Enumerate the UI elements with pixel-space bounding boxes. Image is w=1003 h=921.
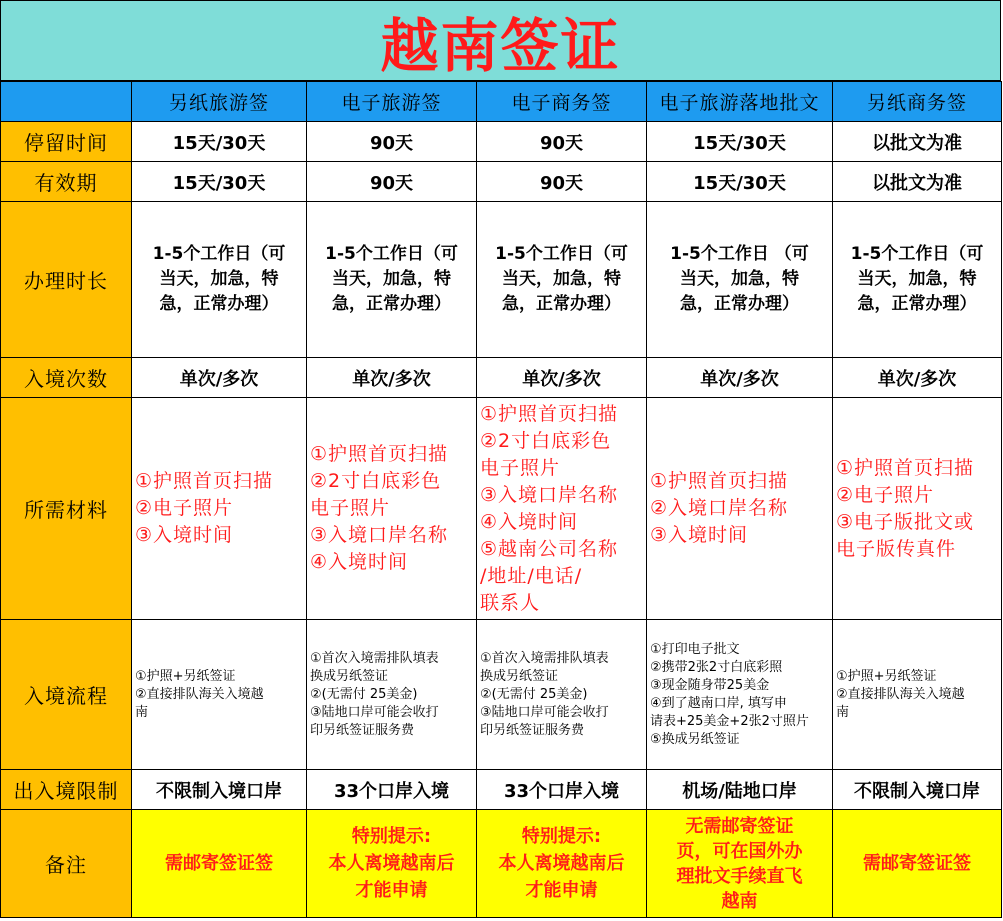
cell-line: 当天，加急，特 <box>159 269 279 289</box>
cell-line: ①打印电子批文 <box>650 641 740 657</box>
cell-line: ①护照首页扫描 <box>650 470 789 492</box>
cell-line: 页，可在国外办 <box>676 840 803 862</box>
cell-line: 急，正常办理） <box>332 294 451 314</box>
row-process <box>1 620 1002 770</box>
column-header: 另纸商务签 <box>833 82 1002 122</box>
cell-line: 无需邮寄签证 <box>685 815 794 837</box>
cell-value <box>132 398 307 620</box>
cell-line: 电子照片 <box>310 497 391 519</box>
cell-line: ③电子版批文或 <box>836 510 975 533</box>
cell-value <box>647 620 833 770</box>
cell-line: 印另纸签证服务费 <box>310 722 415 738</box>
cell-line: 急，正常办理） <box>502 294 621 314</box>
cell-line: ②直接排队海关入境越 <box>135 686 264 702</box>
cell-line: 当天，加急，特 <box>680 269 799 289</box>
cell-line: ②入境口岸名称 <box>650 497 789 519</box>
cell-line: 本人离境越南后 <box>328 853 455 874</box>
cell-line: ③现金随身带25美金 <box>650 677 770 693</box>
row-limit <box>1 770 1002 810</box>
cell-value <box>477 810 647 918</box>
cell-value <box>833 620 1002 770</box>
cell-line: 换成另纸签证 <box>480 668 559 684</box>
cell-value: 以批文为准 <box>833 162 1002 202</box>
cell-line: /地址/电话/ <box>480 564 583 587</box>
cell-line: 才能申请 <box>355 880 428 901</box>
cell-value <box>647 202 833 358</box>
cell-line: ②电子照片 <box>836 483 935 506</box>
header-row <box>1 82 1002 122</box>
row-label: 入境流程 <box>1 620 132 770</box>
cell-line: 印另纸签证服务费 <box>480 722 585 738</box>
cell-line: 联系人 <box>480 591 541 614</box>
cell-value: 单次/多次 <box>307 358 477 398</box>
row-label: 备注 <box>1 810 132 918</box>
row-processing <box>1 202 1002 358</box>
cell-value: 单次/多次 <box>833 358 1002 398</box>
column-header: 电子旅游签 <box>307 82 477 122</box>
cell-line: ②电子照片 <box>135 497 234 519</box>
cell-value: 33个口岸入境 <box>307 770 477 810</box>
cell-line: ⑤越南公司名称 <box>480 537 619 560</box>
cell-line: ②2寸白底彩色 <box>480 429 612 452</box>
cell-line: ②(无需付 25美金) <box>310 686 418 702</box>
cell-line: 越南 <box>721 890 758 912</box>
cell-line: 当天，加急，特 <box>502 269 621 289</box>
cell-line: ②直接排队海关入境越 <box>836 686 965 702</box>
cell-value: 单次/多次 <box>647 358 833 398</box>
cell-line: 电子照片 <box>480 456 561 479</box>
cell-line: 才能申请 <box>525 880 598 901</box>
cell-line: 1-5个工作日（可 <box>325 244 458 264</box>
row-label: 停留时间 <box>1 122 132 162</box>
row-notes <box>1 810 1002 918</box>
cell-value <box>477 620 647 770</box>
cell-value <box>132 620 307 770</box>
cell-value <box>132 810 307 918</box>
cell-value: 90天 <box>307 162 477 202</box>
cell-value <box>647 810 833 918</box>
cell-line: ③入境时间 <box>135 524 234 546</box>
cell-line: 当天，加急，特 <box>857 269 977 289</box>
cell-value <box>833 202 1002 358</box>
cell-line: ④入境时间 <box>480 510 579 533</box>
cell-line: 理批文手续直飞 <box>676 865 803 887</box>
cell-value: 15天/30天 <box>647 162 833 202</box>
cell-value <box>132 202 307 358</box>
row-label: 所需材料 <box>1 398 132 620</box>
cell-line: ②2寸白底彩色 <box>310 470 442 492</box>
cell-line: ①护照首页扫描 <box>836 456 975 479</box>
page-title: 越南签证 <box>0 0 1001 81</box>
cell-line: 1-5个工作日（可 <box>495 244 628 264</box>
cell-line: 换成另纸签证 <box>310 668 389 684</box>
cell-value <box>307 620 477 770</box>
cell-line: ④到了越南口岸, 填写申 <box>650 695 787 711</box>
cell-value: 15天/30天 <box>132 122 307 162</box>
cell-value: 单次/多次 <box>132 358 307 398</box>
cell-line: ①护照首页扫描 <box>310 443 449 465</box>
cell-value: 15天/30天 <box>132 162 307 202</box>
cell-line: ③陆地口岸可能会收打 <box>480 704 609 720</box>
row-validity <box>1 162 1002 202</box>
cell-value: 单次/多次 <box>477 358 647 398</box>
cell-value: 33个口岸入境 <box>477 770 647 810</box>
cell-value <box>833 398 1002 620</box>
cell-value: 90天 <box>477 162 647 202</box>
cell-line: ①护照首页扫描 <box>480 402 619 425</box>
cell-value: 90天 <box>307 122 477 162</box>
cell-line: ②携带2张2寸白底彩照 <box>650 659 783 675</box>
cell-line: 电子版传真件 <box>836 537 957 560</box>
column-header: 另纸旅游签 <box>132 82 307 122</box>
cell-line: 本人离境越南后 <box>498 853 625 874</box>
row-entries <box>1 358 1002 398</box>
cell-value: 以批文为准 <box>833 122 1002 162</box>
cell-value: 不限制入境口岸 <box>132 770 307 810</box>
cell-line: ③入境时间 <box>650 524 749 546</box>
cell-line: 特别提示: <box>351 826 432 847</box>
row-label: 有效期 <box>1 162 132 202</box>
cell-value <box>833 810 1002 918</box>
cell-value: 90天 <box>477 122 647 162</box>
cell-value: 15天/30天 <box>647 122 833 162</box>
cell-line: ③入境口岸名称 <box>480 483 619 506</box>
row-label: 办理时长 <box>1 202 132 358</box>
cell-line: 南 <box>135 704 149 720</box>
cell-line: ①护照+另纸签证 <box>836 668 937 684</box>
cell-line: ⑤换成另纸签证 <box>650 731 740 747</box>
cell-line: 请表+25美金+2张2寸照片 <box>650 713 809 729</box>
row-materials <box>1 398 1002 620</box>
cell-line: ②(无需付 25美金) <box>480 686 588 702</box>
cell-line: 特别提示: <box>521 826 602 847</box>
header-corner <box>1 82 132 122</box>
cell-value <box>307 810 477 918</box>
row-label: 出入境限制 <box>1 770 132 810</box>
cell-value <box>647 398 833 620</box>
cell-line: ①首次入境需排队填表 <box>480 650 609 666</box>
cell-line: 需邮寄签证签 <box>165 853 273 874</box>
cell-line: 1-5个工作日（可 <box>152 244 286 264</box>
cell-line: 急，正常办理） <box>159 294 279 314</box>
row-label: 入境次数 <box>1 358 132 398</box>
cell-line: 1-5个工作日 （可 <box>670 244 809 264</box>
cell-value: 机场/陆地口岸 <box>647 770 833 810</box>
column-header: 电子商务签 <box>477 82 647 122</box>
cell-line: 当天，加急，特 <box>332 269 451 289</box>
cell-line: ①护照首页扫描 <box>135 470 274 492</box>
cell-line: 需邮寄签证签 <box>863 853 971 874</box>
column-header: 电子旅游落地批文 <box>647 82 833 122</box>
cell-line: 急，正常办理） <box>857 294 977 314</box>
cell-value: 不限制入境口岸 <box>833 770 1002 810</box>
visa-comparison-table <box>0 81 1002 918</box>
cell-value <box>307 398 477 620</box>
cell-line: 急，正常办理） <box>680 294 799 314</box>
cell-value <box>477 398 647 620</box>
cell-line: ①护照+另纸签证 <box>135 668 236 684</box>
cell-line: 南 <box>836 704 850 720</box>
cell-line: ③陆地口岸可能会收打 <box>310 704 439 720</box>
cell-value <box>477 202 647 358</box>
cell-value <box>307 202 477 358</box>
row-stay <box>1 122 1002 162</box>
cell-line: ④入境时间 <box>310 551 409 573</box>
cell-line: ①首次入境需排队填表 <box>310 650 439 666</box>
cell-line: 1-5个工作日（可 <box>850 244 984 264</box>
cell-line: ③入境口岸名称 <box>310 524 449 546</box>
